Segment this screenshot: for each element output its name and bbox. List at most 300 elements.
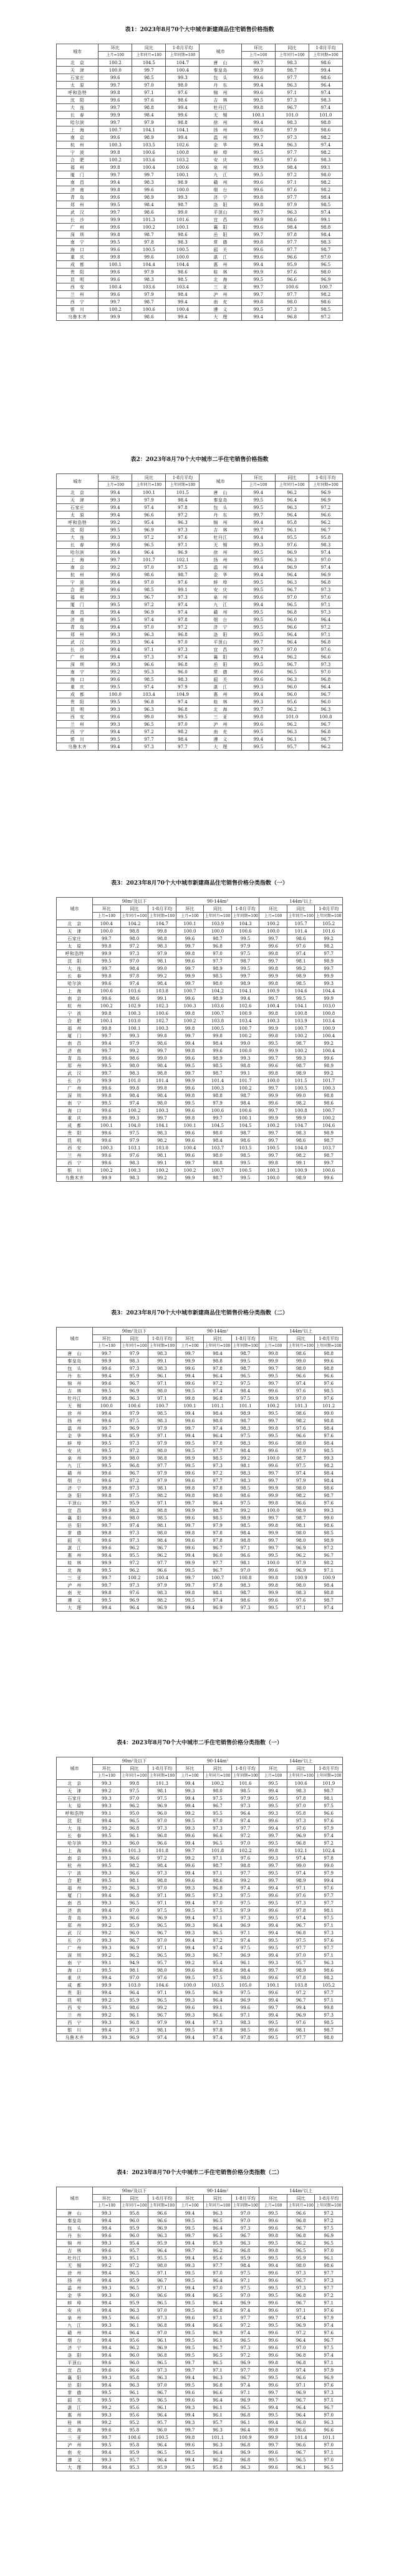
table-row: [57, 1432, 343, 1440]
index-value-cell: 99.3: [241, 541, 275, 549]
city-name-cell: 杭 州: [57, 1862, 93, 1870]
column-header: 1-8月平均: [148, 1765, 176, 1772]
index-value-cell: 96.7: [287, 2449, 315, 2456]
index-value-cell: 97.0: [166, 639, 200, 646]
column-header-size: 90m²及以下: [93, 2187, 176, 2195]
index-value-cell: 97.2: [120, 943, 148, 950]
table-row: [57, 1855, 343, 1862]
index-value-cell: 98.6: [231, 1492, 259, 1499]
index-value-cell: 99.6: [93, 2232, 121, 2240]
index-value-cell: 99.7: [315, 965, 343, 972]
index-value-cell: 96.9: [287, 2322, 315, 2329]
index-value-cell: 98.3: [231, 1477, 259, 1485]
column-header: 1-8月平均: [315, 905, 343, 913]
index-value-cell: 97.3: [287, 1899, 315, 1907]
index-value-cell: 99.6: [99, 586, 132, 594]
index-value-cell: 98.6: [132, 209, 166, 216]
index-value-cell: 98.2: [309, 186, 342, 194]
city-name-cell: 重 庆: [57, 1974, 93, 1982]
index-value-cell: 99.6: [176, 1862, 204, 1870]
table-row: [57, 661, 343, 668]
index-value-cell: 99.4: [93, 1432, 121, 1440]
index-value-cell: 98.7: [287, 1455, 315, 1462]
city-name-cell: 温 州: [200, 564, 241, 571]
city-name-cell: 南 宁: [57, 668, 99, 676]
index-value-cell: 98.6: [120, 1055, 148, 1062]
index-value-cell: 99.6: [241, 74, 275, 82]
index-value-cell: 99.5: [176, 1907, 204, 1914]
price-index-table: [56, 44, 343, 321]
index-value-cell: 98.0: [148, 1447, 176, 1455]
index-value-cell: 99.2: [93, 1922, 121, 1929]
city-name-cell: 海 口: [57, 246, 99, 254]
index-value-cell: 96.9: [231, 1952, 259, 1959]
city-name-cell: 合 肥: [57, 156, 99, 164]
table-row: [57, 1092, 343, 1100]
index-value-cell: 99.3: [231, 1055, 259, 1062]
index-value-cell: 98.1: [287, 2027, 315, 2034]
index-value-cell: 98.3: [166, 676, 200, 683]
index-value-cell: 99.0: [132, 713, 166, 721]
index-value-cell: 100.6: [231, 928, 259, 935]
index-value-cell: 98.8: [166, 119, 200, 126]
index-value-cell: 99.5: [259, 2456, 287, 2464]
index-value-cell: 98.4: [231, 1100, 259, 1107]
index-value-cell: 99.4: [176, 1432, 204, 1440]
header-row: [57, 1772, 343, 1780]
table-row: [57, 736, 343, 743]
index-value-cell: 97.9: [148, 1470, 176, 1477]
index-value-cell: 99.2: [176, 1959, 204, 1967]
index-value-cell: 97.3: [315, 2277, 343, 2284]
table-row: [57, 1817, 343, 1825]
city-name-cell: 长 春: [57, 541, 99, 549]
index-value-cell: 104.1: [132, 126, 166, 134]
index-value-cell: 99.8: [259, 1159, 287, 1167]
index-value-cell: 99.4: [93, 2307, 121, 2314]
city-name-cell: 银 川: [57, 736, 99, 743]
city-name-cell: 青 岛: [57, 624, 99, 631]
index-value-cell: 99.5: [93, 1387, 121, 1395]
city-name-cell: 石家庄: [57, 1795, 93, 1802]
index-value-cell: 100.5: [204, 1025, 232, 1032]
table-row: [57, 1914, 343, 1922]
index-value-cell: 99.9: [259, 1092, 287, 1100]
index-value-cell: 99.6: [93, 980, 121, 987]
index-value-cell: 97.1: [315, 1952, 343, 1959]
index-value-cell: 99.4: [93, 2382, 121, 2389]
city-name-cell: 广 州: [57, 654, 99, 661]
index-value-cell: 99.7: [176, 1847, 204, 1855]
index-value-cell: 97.0: [315, 2247, 343, 2255]
city-name-cell: 福 州: [57, 1025, 93, 1032]
index-value-cell: 99.5: [231, 965, 259, 972]
index-value-cell: 97.9: [148, 1477, 176, 1485]
index-value-cell: 98.6: [204, 1967, 232, 1974]
index-value-cell: 97.6: [315, 1817, 343, 1825]
table-row: [57, 631, 343, 639]
index-value-cell: 99.5: [176, 1817, 204, 1825]
index-value-cell: 99.7: [93, 965, 121, 972]
index-value-cell: 95.0: [120, 1810, 148, 1817]
index-value-cell: 97.5: [231, 1432, 259, 1440]
table-row: [57, 1937, 343, 1944]
index-value-cell: 96.6: [287, 2426, 315, 2434]
column-header: 环比: [93, 1765, 121, 1772]
table-row: [57, 126, 343, 134]
index-value-cell: 97.1: [309, 601, 342, 609]
table-row: [57, 1462, 343, 1470]
index-value-cell: 96.0: [275, 616, 309, 624]
index-value-cell: 98.5: [231, 1152, 259, 1159]
table-row: [57, 2217, 343, 2225]
index-value-cell: 99.7: [93, 1032, 121, 1040]
city-name-cell: 深 圳: [57, 231, 99, 239]
index-value-cell: 97.8: [315, 1855, 343, 1862]
index-value-cell: 99.8: [93, 1589, 121, 1597]
city-name-cell: 烟 台: [200, 186, 241, 194]
city-name-cell: 徐 州: [57, 2269, 93, 2277]
index-value-cell: 96.4: [204, 2225, 232, 2232]
index-value-cell: 96.8: [287, 1929, 315, 1937]
index-value-cell: 100.0: [166, 254, 200, 261]
index-value-cell: 97.1: [148, 1989, 176, 1997]
column-header: 1-8月平均: [148, 905, 176, 913]
index-value-cell: 99.5: [241, 728, 275, 736]
index-value-cell: 98.0: [231, 1974, 259, 1982]
index-value-cell: 99.4: [315, 1877, 343, 1884]
index-value-cell: 99.5: [259, 2284, 287, 2292]
index-value-cell: 99.6: [259, 2352, 287, 2359]
index-value-cell: 99.5: [93, 1832, 121, 1840]
index-value-cell: 99.5: [99, 201, 132, 209]
index-value-cell: 97.4: [287, 1914, 315, 1922]
index-value-cell: 99.8: [176, 2434, 204, 2441]
index-value-cell: 99.8: [204, 1032, 232, 1040]
index-value-cell: 97.1: [287, 2307, 315, 2314]
index-value-cell: 99.4: [309, 67, 342, 74]
city-name-cell: 青 岛: [57, 1914, 93, 1922]
index-value-cell: 98.6: [309, 126, 342, 134]
city-name-cell: 金 华: [57, 1432, 93, 1440]
city-name-cell: 丹 东: [57, 2232, 93, 2240]
index-value-cell: 99.6: [99, 541, 132, 549]
column-header: 同比: [275, 44, 309, 52]
table-row: [57, 2262, 343, 2269]
index-value-cell: 99.8: [259, 2247, 287, 2255]
column-header: 同比: [120, 905, 148, 913]
index-value-cell: 98.8: [231, 1862, 259, 1870]
index-value-cell: 98.2: [315, 1559, 343, 1567]
index-value-cell: 96.3: [231, 2240, 259, 2247]
index-value-cell: 96.7: [315, 2404, 343, 2412]
index-value-cell: 99.5: [176, 1974, 204, 1982]
index-value-cell: 95.9: [120, 1922, 148, 1929]
index-value-cell: 95.7: [120, 2456, 148, 2464]
index-value-cell: 96.4: [120, 2329, 148, 2337]
table-row: [57, 239, 343, 246]
city-name-cell: 锦 州: [200, 89, 241, 97]
index-value-cell: 97.3: [231, 2344, 259, 2352]
index-value-cell: 99.7: [259, 1514, 287, 1522]
index-value-cell: 98.3: [287, 1787, 315, 1795]
index-value-cell: 99.4: [93, 2269, 121, 2277]
index-value-cell: 99.8: [241, 194, 275, 201]
index-value-cell: 96.6: [148, 1567, 176, 1574]
index-value-cell: 97.3: [120, 1365, 148, 1372]
index-value-cell: 98.4: [148, 1092, 176, 1100]
index-value-cell: 97.0: [315, 2456, 343, 2464]
index-value-cell: 99.5: [241, 616, 275, 624]
column-header-base: 上年同期=100: [231, 1772, 259, 1780]
index-value-cell: 99.6: [241, 186, 275, 194]
column-header-base: 上月=100: [99, 482, 132, 489]
index-value-cell: 96.1: [148, 1372, 176, 1380]
index-value-cell: 98.4: [231, 1447, 259, 1455]
city-name-cell: 岳 阳: [200, 231, 241, 239]
index-value-cell: 96.5: [204, 1840, 232, 1847]
index-value-cell: 98.9: [315, 1537, 343, 1544]
index-value-cell: 100.6: [287, 1780, 315, 1787]
city-name-cell: 韶 关: [200, 676, 241, 683]
index-value-cell: 99.5: [176, 1062, 204, 1070]
index-value-cell: 103.8: [287, 1982, 315, 1989]
header-row: [57, 44, 343, 52]
city-name-cell: 洛 阳: [57, 2352, 93, 2359]
index-value-cell: 96.3: [275, 556, 309, 564]
index-value-cell: 100.7: [287, 1025, 315, 1032]
column-header-base: 上年同月=100: [204, 1343, 232, 1350]
index-value-cell: 99.4: [176, 2019, 204, 2027]
index-value-cell: 97.8: [204, 1537, 232, 1544]
table-row: [57, 216, 343, 224]
column-header: 同比: [132, 44, 166, 52]
index-value-cell: 99.8: [99, 231, 132, 239]
index-value-cell: 97.2: [132, 728, 166, 736]
index-value-cell: 96.9: [231, 2359, 259, 2367]
index-value-cell: 98.1: [148, 1152, 176, 1159]
index-value-cell: 98.4: [204, 1410, 232, 1417]
index-value-cell: 103.9: [287, 1017, 315, 1025]
city-name-cell: 惠 州: [57, 1552, 93, 1559]
column-header: 1-8月平均: [148, 2195, 176, 2202]
index-value-cell: 99.6: [93, 1847, 121, 1855]
index-value-cell: 100.7: [309, 283, 342, 291]
header-row: [57, 1335, 343, 1343]
index-value-cell: 98.6: [309, 74, 342, 82]
index-value-cell: 96.6: [148, 2217, 176, 2225]
index-value-cell: 96.1: [204, 2337, 232, 2344]
index-value-cell: 99.6: [176, 1544, 204, 1552]
index-value-cell: 99.7: [176, 1574, 204, 1582]
table-row: [57, 2344, 343, 2352]
index-value-cell: 99.4: [93, 2352, 121, 2359]
city-name-cell: 南 昌: [57, 1899, 93, 1907]
table-row: [57, 1604, 343, 1612]
table-row: [57, 2322, 343, 2329]
index-value-cell: 99.4: [259, 1997, 287, 2004]
index-value-cell: 99.7: [241, 706, 275, 713]
city-name-cell: 济 宁: [57, 2344, 93, 2352]
index-value-cell: 96.2: [120, 1802, 148, 1810]
index-value-cell: 98.0: [148, 1529, 176, 1537]
city-name-cell: 三 亚: [200, 283, 241, 291]
index-value-cell: 99.3: [176, 1787, 204, 1795]
index-value-cell: 99.8: [93, 1010, 121, 1017]
city-name-cell: 北 京: [57, 920, 93, 928]
index-value-cell: 97.2: [204, 1937, 232, 1944]
column-header: 环比: [176, 1335, 204, 1343]
index-value-cell: 97.0: [120, 958, 148, 965]
index-value-cell: 97.3: [204, 1892, 232, 1899]
table-row: [57, 1499, 343, 1507]
index-value-cell: 100.3: [176, 1002, 204, 1010]
index-value-cell: 100.0: [93, 928, 121, 935]
index-value-cell: 95.7: [148, 2419, 176, 2426]
index-value-cell: 96.8: [309, 639, 342, 646]
index-value-cell: 99.6: [99, 97, 132, 104]
table-row: [57, 1529, 343, 1537]
index-value-cell: 99.5: [259, 2412, 287, 2419]
index-value-cell: 98.1: [148, 1787, 176, 1795]
index-value-cell: 99.3: [99, 497, 132, 504]
index-value-cell: 98.4: [315, 1477, 343, 1485]
index-value-cell: 99.4: [166, 104, 200, 112]
city-name-cell: 遵 义: [57, 2456, 93, 2464]
index-value-cell: 99.4: [99, 579, 132, 586]
city-name-cell: 蚌 埠: [200, 149, 241, 156]
index-value-cell: 96.9: [315, 2374, 343, 2382]
index-value-cell: 99.4: [176, 1937, 204, 1944]
column-header-base: 上月=100: [176, 2202, 204, 2210]
index-value-cell: 100.3: [204, 1085, 232, 1092]
index-value-cell: 99.6: [99, 676, 132, 683]
index-value-cell: 99.4: [241, 119, 275, 126]
table-row: [57, 1780, 343, 1787]
index-value-cell: 104.6: [315, 1122, 343, 1129]
index-value-cell: 99.7: [176, 943, 204, 950]
index-value-cell: 99.5: [259, 2322, 287, 2329]
index-value-cell: 99.2: [120, 1047, 148, 1055]
table-row: [57, 2269, 343, 2277]
table-row: [57, 186, 343, 194]
index-value-cell: 96.0: [204, 1552, 232, 1559]
index-value-cell: 98.4: [204, 1137, 232, 1144]
index-value-cell: 98.0: [287, 1537, 315, 1544]
index-value-cell: 97.5: [148, 1795, 176, 1802]
index-value-cell: 99.7: [259, 1137, 287, 1144]
index-value-cell: 99.5: [176, 2277, 204, 2284]
index-value-cell: 100.3: [259, 1167, 287, 1174]
index-value-cell: 99.2: [176, 1810, 204, 1817]
index-value-cell: 99.7: [259, 935, 287, 943]
index-value-cell: 97.3: [315, 2012, 343, 2019]
index-value-cell: 97.9: [204, 1100, 232, 1107]
index-value-cell: 98.6: [166, 269, 200, 276]
index-value-cell: 99.8: [93, 1395, 121, 1402]
index-value-cell: 99.0: [287, 1092, 315, 1100]
index-value-cell: 97.6: [315, 2382, 343, 2389]
city-name-cell: 南 充: [57, 1589, 93, 1597]
index-value-cell: 99.6: [259, 2299, 287, 2307]
index-value-cell: 97.9: [231, 943, 259, 950]
index-value-cell: 99.8: [93, 1492, 121, 1499]
index-value-cell: 97.5: [204, 1795, 232, 1802]
index-value-cell: 99.4: [99, 179, 132, 186]
index-value-cell: 97.7: [315, 2269, 343, 2277]
index-value-cell: 99.3: [120, 1115, 148, 1122]
city-name-cell: 杭 州: [57, 1002, 93, 1010]
city-name-cell: 包 头: [200, 504, 241, 511]
index-value-cell: 95.9: [120, 1432, 148, 1440]
index-value-cell: 99.6: [132, 186, 166, 194]
index-value-cell: 99.5: [241, 149, 275, 156]
index-value-cell: 101.8: [204, 1847, 232, 1855]
index-value-cell: 99.7: [259, 1085, 287, 1092]
index-value-cell: 104.5: [204, 1122, 232, 1129]
city-name-cell: 襄 阳: [57, 2374, 93, 2382]
index-value-cell: 99.6: [259, 1817, 287, 1825]
index-value-cell: 97.8: [166, 504, 200, 511]
index-value-cell: 100.1: [176, 920, 204, 928]
index-value-cell: 97.2: [309, 504, 342, 511]
index-value-cell: 103.1: [120, 1144, 148, 1152]
city-name-cell: 常 德: [200, 239, 241, 246]
table-row: [57, 950, 343, 958]
index-value-cell: 97.2: [204, 1470, 232, 1477]
index-value-cell: 103.6: [132, 283, 166, 291]
index-value-cell: 98.5: [309, 306, 342, 313]
index-value-cell: 99.7: [315, 1159, 343, 1167]
index-value-cell: 99.5: [93, 1062, 121, 1070]
index-value-cell: 99.8: [315, 2004, 343, 2012]
index-value-cell: 105.0: [231, 1982, 259, 1989]
index-value-cell: 98.6: [287, 1410, 315, 1417]
index-value-cell: 99.5: [176, 2382, 204, 2389]
index-value-cell: 98.2: [309, 179, 342, 186]
index-value-cell: 102.6: [231, 1002, 259, 1010]
city-name-cell: 赣 州: [200, 609, 241, 616]
index-value-cell: 96.8: [120, 1462, 148, 1470]
index-value-cell: 99.2: [93, 1952, 121, 1959]
index-value-cell: 99.6: [241, 668, 275, 676]
index-value-cell: 97.3: [132, 743, 166, 751]
column-header-base: 上年同月=100: [120, 1772, 148, 1780]
index-value-cell: 99.6: [241, 254, 275, 261]
index-value-cell: 99.2: [93, 1884, 121, 1892]
table-row: [57, 2034, 343, 2041]
city-name-cell: 长 春: [57, 972, 93, 980]
index-value-cell: 96.9: [275, 549, 309, 556]
index-value-cell: 98.3: [166, 239, 200, 246]
city-name-cell: 成 都: [57, 261, 99, 269]
index-value-cell: 100.6: [166, 164, 200, 171]
table-row: [57, 2464, 343, 2471]
index-value-cell: 97.3: [309, 609, 342, 616]
index-value-cell: 100.3: [93, 1144, 121, 1152]
table-row: [57, 1544, 343, 1552]
table-row: [57, 987, 343, 995]
index-value-cell: 102.7: [148, 1017, 176, 1025]
index-value-cell: 101.8: [148, 1847, 176, 1855]
table-row: [57, 2389, 343, 2397]
index-value-cell: 99.4: [176, 1552, 204, 1559]
index-value-cell: 100.0: [166, 186, 200, 194]
index-value-cell: 99.3: [259, 1959, 287, 1967]
index-value-cell: 96.8: [287, 1840, 315, 1847]
index-value-cell: 97.1: [231, 1544, 259, 1552]
city-name-cell: 九 江: [57, 1462, 93, 1470]
